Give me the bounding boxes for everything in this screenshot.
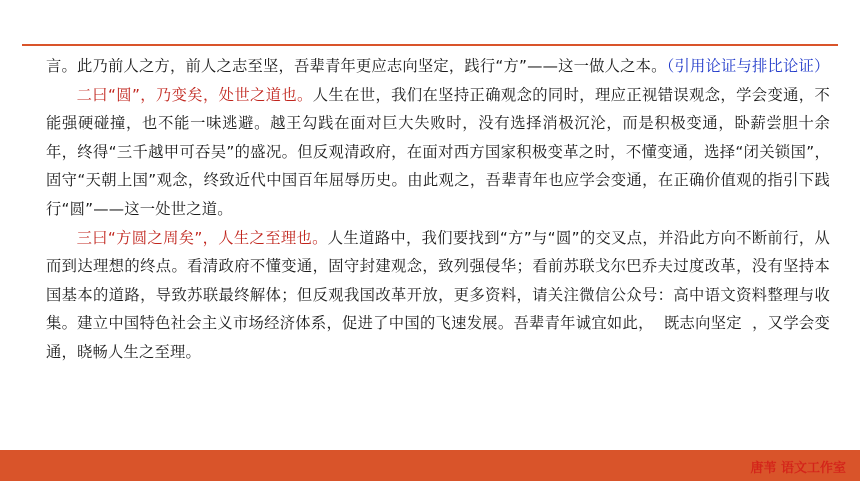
- paragraph-1-text: 言。此乃前人之方，前人之志至坚，吾辈青年更应志向坚定，践行“方”——这一做人之本。: [46, 57, 667, 75]
- paragraph-2-heading: 二曰“圆”，乃变矣，处世之道也。: [76, 85, 313, 104]
- footer-band: [0, 450, 860, 481]
- paragraph-2: [46, 81, 830, 224]
- studio-brand: 唐苇 语文工作室: [750, 461, 846, 476]
- paragraph-3-heading: 三曰“方圆之周矣”，人生之至理也。: [76, 228, 328, 247]
- paragraph-1: [46, 52, 830, 81]
- argument-note: （引用论证与排比论证）: [666, 57, 830, 75]
- paragraph-3: [46, 224, 830, 367]
- paragraph-2-body: 人生在世，我们在坚持正确观念的同时，理应正视错误观念，学会变通，不能强硬碰撞，也不能一味逃避。越王勾践在面对巨大失败时，没有选择消极沉沦，而是积极变通，卧薪尝胆十余年，终得“三千越甲可吞吴”的盛况。但反观清政府，在面对西方国家积极变革之时，不懂变通，选择“闭关锁国”，固守“天朝上国”观念，终致近代中国百年屈辱历史。由此观之，吾辈青年也应学会变通，在正确价值观的指引下践行“圆”——这一处世之道。: [46, 85, 830, 218]
- top-divider: [22, 44, 838, 46]
- paragraph-3-body: 人生道路中，我们要找到“方”与“圆”的交叉点，并沿此方向不断前行，从而到达理想的终点。看清政府不懂变通，固守封建观念，致列强侵华；看前苏联戈尔巴乔夫过度改革，没有坚持本国基本的道路，导致苏联最终解体；但反观我国改革开放，更多资料，请关注微信公众号：高中语文资料整理与收集。建立中国特色社会主义市场经济体系，促进了中国的飞速发展。吾辈青年诚宜如此， 既志向坚定 ，又学会变通，晓畅人生之至理。: [46, 228, 830, 361]
- essay-body: [46, 52, 830, 367]
